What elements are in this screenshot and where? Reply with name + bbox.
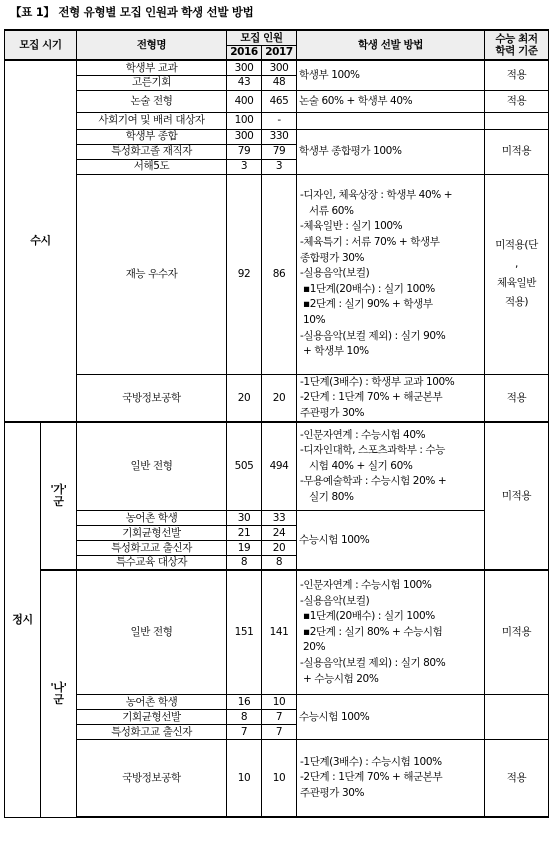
method-line: 시험 40% + 실기 60%: [309, 459, 413, 472]
group-na: [41, 570, 77, 817]
row-2017: 141: [262, 570, 297, 694]
table-row: [5, 129, 549, 144]
method-line: -1단계(3배수) : 학생부 교과 100%: [300, 375, 455, 388]
method-line: 서류 60%: [309, 204, 354, 217]
method-line: -실용음악(보컬): [300, 267, 370, 280]
min-standard: 미적용: [485, 570, 549, 694]
row-2017: 10: [262, 739, 297, 817]
table-row: [5, 739, 549, 817]
method-ga-other: 수능시험 100%: [297, 510, 485, 570]
table-row: [5, 510, 549, 525]
row-2017: 86: [262, 174, 297, 374]
method-line: -실용음악(보컬 제외) : 실기 90%: [300, 329, 446, 342]
method-line: 종합평가 30%: [300, 251, 365, 264]
row-name: 일반 전형: [77, 570, 227, 694]
header-type: 전형명: [77, 30, 227, 60]
method-line: 실기 80%: [309, 490, 354, 503]
row-name: 기회균형선발: [77, 709, 227, 724]
row-2016: 10: [227, 739, 262, 817]
row-2016: 92: [227, 174, 262, 374]
row-2017: 24: [262, 525, 297, 540]
group-na-line1: '나': [50, 680, 67, 694]
min-standard: 적용: [485, 374, 549, 422]
header-2017: 2017: [262, 45, 297, 60]
method-line: -실용음악(보컬): [300, 594, 370, 607]
method-line: 10%: [303, 313, 326, 326]
group-na-line2: 군: [53, 693, 64, 707]
row-2017: -: [262, 112, 297, 129]
method-jaeneung: [297, 174, 485, 374]
row-name: 서해5도: [77, 159, 227, 174]
header-min-line2: 학력 기준: [495, 45, 538, 57]
table-row: [5, 112, 549, 129]
method-line: ▪1단계(20배수) : 실기 100%: [303, 610, 435, 623]
row-2016: 3: [227, 159, 262, 174]
row-name: 논술 전형: [77, 90, 227, 112]
table-row: [5, 694, 549, 709]
row-name: 특수교육 대상자: [77, 555, 227, 570]
row-2017: 79: [262, 144, 297, 159]
row-name: 고른기회: [77, 75, 227, 90]
header-quota: 모집 인원: [227, 30, 297, 45]
method-nonsul: 논술 60% + 학생부 40%: [297, 90, 485, 112]
group-jeongsi: 정시: [5, 422, 41, 817]
row-2017: 20: [262, 374, 297, 422]
table-row: [5, 90, 549, 112]
method-line: -2단계 : 1단계 70% + 해군본부: [300, 391, 443, 404]
method-line: ▪2단계 : 실기 80% + 수능시험: [303, 625, 443, 638]
row-2016: 20: [227, 374, 262, 422]
row-2016: 79: [227, 144, 262, 159]
method-empty: [297, 112, 485, 129]
row-2016: 151: [227, 570, 262, 694]
method-gukbang: [297, 374, 485, 422]
header-min-line1: 수능 최저: [495, 32, 538, 45]
row-2017: 494: [262, 422, 297, 510]
min-line: 적용): [504, 296, 529, 308]
method-line: ▪2단계 : 실기 90% + 학생부: [303, 298, 433, 311]
table-row: [5, 570, 549, 694]
row-name: 특성화고교 출신자: [77, 724, 227, 739]
method-line: -2단계 : 1단계 70% + 해군본부: [300, 771, 443, 784]
method-line: -1단계(3배수) : 수능시험 100%: [300, 755, 442, 768]
row-2016: 100: [227, 112, 262, 129]
header-2016: 2016: [227, 45, 262, 60]
method-ga-general: [297, 422, 485, 510]
method-line: -체육일반 : 실기 100%: [300, 220, 403, 233]
row-name: 사회기여 및 배려 대상자: [77, 112, 227, 129]
method-line: -무용예술학과 : 수능시험 20% +: [300, 475, 447, 488]
row-2017: 300: [262, 60, 297, 75]
group-ga: [41, 422, 77, 570]
admission-table: [4, 29, 549, 818]
method-na-general: [297, 570, 485, 694]
row-2017: 7: [262, 724, 297, 739]
header-method: 학생 선발 방법: [297, 30, 485, 60]
row-2016: 8: [227, 555, 262, 570]
method-na-other: 수능시험 100%: [297, 694, 485, 739]
method-line: ▪1단계(20배수) : 실기 100%: [303, 282, 435, 295]
min-standard-jaeneung: [485, 174, 549, 374]
group-susi: 수시: [5, 60, 77, 422]
row-name: 학생부 종합: [77, 129, 227, 144]
row-2016: 30: [227, 510, 262, 525]
method-gyogwa: 학생부 100%: [297, 60, 485, 90]
method-line: -체육특기 : 서류 70% + 학생부: [300, 236, 440, 249]
row-2016: 300: [227, 129, 262, 144]
row-name: 재능 우수자: [77, 174, 227, 374]
row-2017: 465: [262, 90, 297, 112]
min-standard: 적용: [485, 739, 549, 817]
row-2017: 48: [262, 75, 297, 90]
row-name: 일반 전형: [77, 422, 227, 510]
row-2016: 300: [227, 60, 262, 75]
row-2017: 8: [262, 555, 297, 570]
row-2016: 505: [227, 422, 262, 510]
method-line: -인문자연계 : 수능시험 40%: [300, 428, 426, 441]
method-line: 주관평가 30%: [300, 786, 365, 799]
row-2016: 8: [227, 709, 262, 724]
row-2017: 7: [262, 709, 297, 724]
min-empty: [485, 112, 549, 129]
row-2017: 3: [262, 159, 297, 174]
row-2017: 10: [262, 694, 297, 709]
min-standard: 적용: [485, 90, 549, 112]
min-standard: 미적용: [485, 422, 549, 570]
row-2017: 33: [262, 510, 297, 525]
min-standard: 미적용: [485, 129, 549, 174]
row-name: 농어촌 학생: [77, 510, 227, 525]
method-line: 주관평가 30%: [300, 406, 365, 419]
group-ga-line2: 군: [53, 495, 64, 509]
header-period: 모집 시기: [5, 30, 77, 60]
row-2017: 330: [262, 129, 297, 144]
min-line: ,: [515, 258, 518, 270]
method-line: -디자인, 체육상장 : 학생부 40% +: [300, 189, 453, 202]
row-name: 특성화고졸 재직자: [77, 144, 227, 159]
row-name: 농어촌 학생: [77, 694, 227, 709]
row-name: 학생부 교과: [77, 60, 227, 75]
row-2016: 7: [227, 724, 262, 739]
table-row: [5, 174, 549, 374]
row-2016: 400: [227, 90, 262, 112]
group-ga-line1: '가': [50, 482, 67, 496]
min-empty: [485, 694, 549, 739]
table-caption: 【표 1】 전형 유형별 모집 인원과 학생 선발 방법: [10, 5, 254, 19]
method-na-gukbang: [297, 739, 485, 817]
row-name: 기회균형선발: [77, 525, 227, 540]
row-name: 특성화고교 출신자: [77, 540, 227, 555]
row-name: 국방정보공학: [77, 739, 227, 817]
table-row: [5, 374, 549, 422]
method-line: -실용음악(보컬 제외) : 실기 80%: [300, 656, 446, 669]
row-2017: 20: [262, 540, 297, 555]
row-2016: 16: [227, 694, 262, 709]
method-line: + 학생부 10%: [303, 345, 369, 358]
min-standard: 적용: [485, 60, 549, 90]
min-line: 미적용(단: [495, 239, 538, 251]
method-line: + 수능시험 20%: [303, 672, 379, 685]
row-2016: 43: [227, 75, 262, 90]
method-jonghap: 학생부 종합평가 100%: [297, 129, 485, 174]
table-row: [5, 60, 549, 75]
min-line: 체육일반: [497, 277, 537, 289]
header-min-standard: [485, 30, 549, 60]
row-2016: 19: [227, 540, 262, 555]
row-2016: 21: [227, 525, 262, 540]
method-line: -디자인대학, 스포츠과학부 : 수능: [300, 444, 445, 457]
row-name: 국방정보공학: [77, 374, 227, 422]
method-line: -인문자연계 : 수능시험 100%: [300, 578, 432, 591]
table-row: [5, 422, 549, 510]
method-line: 20%: [303, 641, 326, 654]
